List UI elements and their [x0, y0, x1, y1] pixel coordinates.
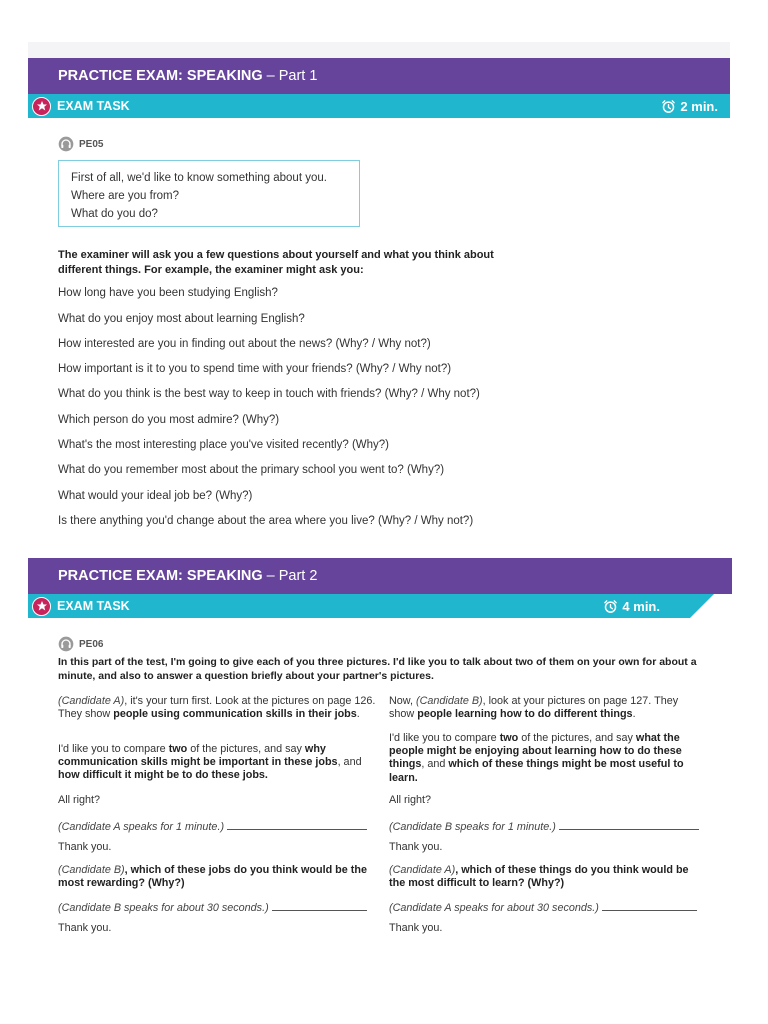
answer-blank-line	[227, 819, 367, 830]
right-all-right: All right?	[389, 794, 432, 806]
top-strip	[28, 42, 730, 58]
part2-intro: In this part of the test, I'm going to give each of you three pictures. I'd like you to talk about two of them on your own for about a minute, and also to answer a question briefly about your partner's pictures.	[58, 656, 697, 682]
answer-blank-line	[602, 900, 697, 911]
dialog-line: Where are you from?	[71, 190, 180, 202]
part1-timer-text: 2 min.	[680, 98, 718, 114]
question-item: What do you enjoy most about learning English?	[58, 313, 305, 325]
left-paragraph-1: (Candidate A), it's your turn first. Look at the pictures on page 126. They show people using communication skills in their jobs.	[58, 695, 376, 721]
left-thank-you-1: Thank you.	[58, 841, 112, 853]
part1-dialog-box	[58, 160, 360, 227]
right-thank-you-2: Thank you.	[389, 922, 443, 934]
part2-audio-tag	[58, 636, 103, 652]
part1-header-part: – Part 1	[266, 68, 318, 84]
answer-blank-line	[272, 900, 367, 911]
dialog-line: First of all, we'd like to know something about you.	[71, 172, 327, 184]
left-paragraph-2: I'd like you to compare two of the pictures, and say why communication skills might be important in these jobs, and how difficult it might be to do these jobs.	[58, 743, 362, 782]
star-icon	[32, 97, 51, 116]
right-question: (Candidate A), which of these things do you think would be the most difficult to learn? (Why?)	[389, 864, 689, 890]
right-speaks-line: (Candidate B speaks for 1 minute.)	[389, 819, 705, 834]
part1-task-label: EXAM TASK	[57, 99, 130, 113]
alarm-clock-icon	[661, 99, 676, 114]
right-thank-you-1: Thank you.	[389, 841, 443, 853]
part2-timer	[603, 599, 660, 614]
question-item: How long have you been studying English?	[58, 287, 278, 299]
part1-timer	[661, 99, 718, 114]
part2-timer-text: 4 min.	[622, 598, 660, 614]
question-item: Is there anything you'd change about the area where you live? (Why? / Why not?)	[58, 515, 474, 527]
question-item: Which person do you most admire? (Why?)	[58, 414, 280, 426]
part1-pe-code: PE05	[79, 138, 104, 150]
question-item: What do you think is the best way to keep in touch with friends? (Why? / Why not?)	[58, 388, 480, 400]
part1-intro: The examiner will ask you a few questions about yourself and what you think about different things. For example, the examiner might ask you:	[58, 249, 494, 276]
star-icon	[32, 597, 51, 616]
part2-task-bar	[28, 594, 690, 618]
left-question: (Candidate B), which of these jobs do you think would be the most rewarding? (Why?)	[58, 864, 367, 890]
alarm-clock-icon	[603, 599, 618, 614]
question-item: What do you remember most about the primary school you went to? (Why?)	[58, 464, 445, 476]
part1-header-title: PRACTICE EXAM: SPEAKING	[58, 68, 263, 84]
part1-task-bar	[28, 94, 730, 118]
question-item: What's the most interesting place you've visited recently? (Why?)	[58, 439, 390, 451]
left-thank-you-2: Thank you.	[58, 922, 112, 934]
question-item: How important is it to you to spend time with your friends? (Why? / Why not?)	[58, 363, 452, 375]
part2-header-title: PRACTICE EXAM: SPEAKING	[58, 568, 263, 584]
part2-header-part: – Part 2	[266, 568, 318, 584]
right-paragraph-1: Now, (Candidate B), look at your pictures on page 127. They show people learning how to do different things.	[389, 695, 679, 721]
part2-pe-code: PE06	[79, 638, 104, 650]
part1-section	[28, 58, 730, 527]
left-all-right: All right?	[58, 794, 101, 806]
part2-task-label: EXAM TASK	[57, 599, 130, 613]
headphones-icon	[58, 636, 74, 652]
part1-audio-tag	[58, 136, 103, 152]
dialog-line: What do you do?	[71, 208, 158, 220]
headphones-icon	[58, 136, 74, 152]
right-paragraph-2: I'd like you to compare two of the pictures, and say what the people might be enjoying about learning how to do these things, and which of these things might be most useful to learn.	[389, 732, 684, 784]
part2-header	[28, 558, 732, 594]
part1-header	[28, 58, 730, 94]
left-speaks-line-2: (Candidate B speaks for about 30 seconds.)	[58, 900, 376, 915]
right-speaks-line-2: (Candidate A speaks for about 30 seconds.)	[389, 900, 705, 915]
task-bar-arrow-tip	[690, 594, 714, 618]
question-item: How interested are you in finding out about the news? (Why? / Why not?)	[58, 338, 431, 350]
question-item: What would your ideal job be? (Why?)	[58, 490, 253, 502]
part2-section	[28, 558, 732, 934]
answer-blank-line	[559, 819, 699, 830]
left-speaks-line: (Candidate A speaks for 1 minute.)	[58, 819, 376, 834]
